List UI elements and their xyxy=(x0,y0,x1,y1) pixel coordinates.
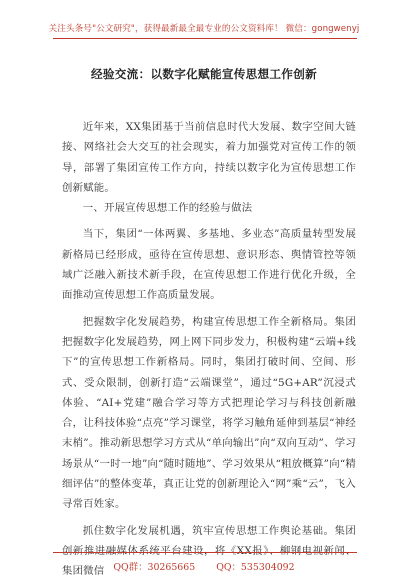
footer-divider xyxy=(53,552,357,553)
paragraph-context: 当下，集团“一体两翼、多基地、多业态”高质量转型发展新格局已经形成，亟待在宣传思想、意识形态、舆情管控等领域广泛融入新技术新手段，在宣传思想工作进行优化升级，全面推动宣传思想工作高质量发展。 xyxy=(62,228,356,302)
header-note: 关注头条号"公文研究"，获得最新最全最专业的公文资料库！ 微信：gongwenyj xyxy=(48,24,360,34)
footer-note xyxy=(0,559,408,573)
footer-qq-contact: QQ：535304092 xyxy=(216,562,295,573)
document-body xyxy=(62,117,356,582)
section-heading: 一、开展宣传思想工作的经验与做法 xyxy=(82,202,253,215)
paragraph-intro: 近年来，XX集团基于当前信息时代大发展、数字空间大链接、网络社会大交互的社会现实，着力加强党对宣传工作的领导，部署了集团宣传工作方向，持续以数字化为宣传思想工作创新赋能。 xyxy=(62,121,356,194)
document-title: 经验交流：以数字化赋能宣传思想工作创新 xyxy=(91,67,317,81)
paragraph-digital-opportunity: 抓住数字化发展机遇，筑牢宣传思想工作舆论基础。集团创新推进融媒体系统平台建设，将《XX报》、柳钢电视新闻、集团微信 xyxy=(62,524,356,578)
header-divider xyxy=(53,38,357,39)
footer-qq-group: QQ群：30265665 xyxy=(113,562,196,573)
paragraph-digital-trend: 把握数字化发展趋势，构建宣传思想工作全新格局。集团把握数字化发展趋势，网上网下同步发力，积极构建“云端+线下”的宣传思想工作新格局。同时，集团打破时间、空间、形式、受众限制，创新打造“云端课堂”，通过“5G+AR”沉浸式体验、“AI+党建”融合学习等方式把理论学习与科技创新融合，让科技体验“点亮”学习课堂，将学习触角延伸到基层“神经末梢”。推动新思想学习方式从“单向输出”向“双向互动”、学习场景从“一时一地”向“随时随地”、学习效果从“粗放概算”向“精细评估”的整体变革，真正让党的创新理论入“网”乘“云”，飞入寻常百姓家。 xyxy=(62,315,356,511)
